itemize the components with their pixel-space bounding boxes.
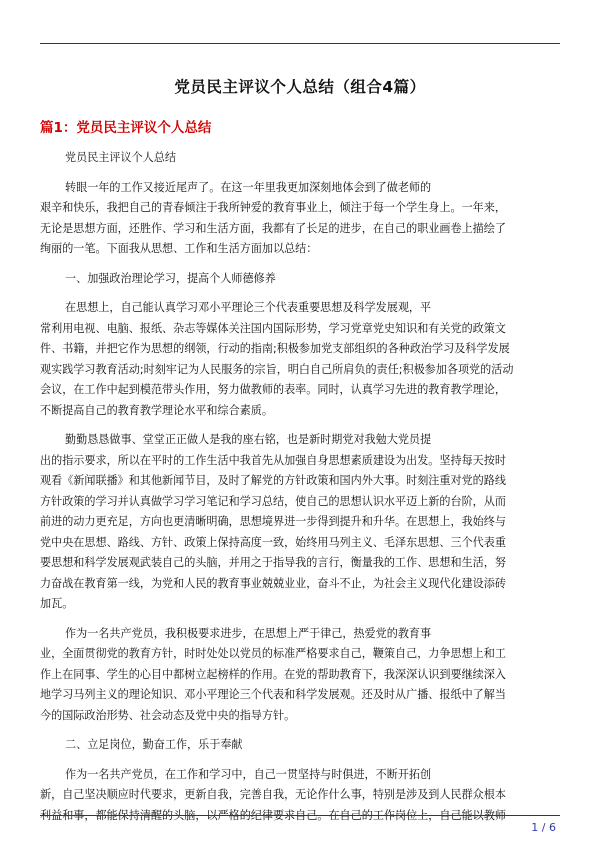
text-line: 常利用电视、电脑、报纸、杂志等媒体关注国内国际形势，学习党章党史知识和有关党的政策文 [40,321,506,335]
document-body [40,148,560,826]
paragraph-work [40,765,560,827]
text-line: 二、立足岗位，勤奋工作，乐于奉献 [65,738,243,751]
text-line: 勤勤恳恳做事、堂堂正正做人是我的座右铭，也是新时期党对我勉大党员提 [65,433,432,446]
text-line: 加瓦。 [40,597,74,610]
paragraph-heading-one [40,269,560,290]
text-line: 件、书籍，并把它作为思想的纲领，行动的指南;积极参加党支部组织的各种政治学习及科学发展 [40,342,510,355]
paragraph-thought [40,298,560,421]
text-line: 要思想和科学发展观武装自己的头脑，并用之于指导我的言行，衡量我的工作、思想和生活，努 [40,556,506,569]
text-line: 无论是思想方面，还胜作、学习和生活方面，我都有了长足的进步，在自己的职业画卷上描绘了 [40,221,506,235]
text-line: 力奋战在教育第一线，为党和人民的教育事业兢兢业业，奋斗不止，为社会主义现代化建设添砖 [40,576,506,590]
text-line: 方针政策的学习并认真做学习学习笔记和学习总结，使自己的思想认识水平迈上新的台阶，从而 [40,494,506,508]
page-indicator: 1 / 6 [531,821,556,834]
text-line: 地学习马列主义的理论知识、邓小平理论三个代表和科学发展观。还及时从广播、报纸中了解当 [40,688,506,701]
text-line: 不断提高自己的教育教学理论水平和综合素质。 [40,403,273,417]
text-line: 业，全面贯彻党的教育方针，时时处处以党员的标准严格要求自己，鞭策自己，力争思想上和工 [40,647,506,660]
text-line: 利益和事，都能保持清醒的头脑，以严格的纪律要求自己。在自己的工作岗位上，自己能以教师 [40,808,506,822]
text-line: 观实践学习教育活动;时刻牢记为人民服务的宗旨，明白自己所肩负的责任;积极参加各项党的活动 [40,362,514,376]
text-line: 前进的动力更充足，方向也更清晰明确，思想境界进一步得到提升和升华。在思想上，我始终与 [40,515,506,528]
text-line: 在思想上，自己能认真学习邓小平理论三个代表重要思想及科学发展观，平 [65,301,432,314]
text-line: 党中央在思想、路线、方针、政策上保持高度一致，始终用马列主义、毛泽东思想、三个代表重 [40,535,506,549]
text-line: 作上在同事、学生的心目中都树立起榜样的作用。在党的帮助教育下，我深深认识到要继续深入 [40,667,506,681]
paragraph-motto [40,430,560,615]
paragraph-heading-two [40,735,560,756]
text-line: 转眼一年的工作又接近尾声了。在这一年里我更加深刻地体会到了做老师的 [65,180,432,194]
section-heading: 篇1：党员民主评议个人总结 [40,120,212,136]
paragraph-member [40,624,560,727]
text-line: 会议，在工作中起到模范带头作用，努力做教师的表率。同时，认真学习先进的教育教学理论， [40,383,506,396]
text-line: 作为一名共产党员，在工作和学习中，自己一贯坚持与时俱进，不断开拓创 [65,767,432,781]
text-line: 观看《新闻联播》和其他新闻节目，及时了解党的方针政策和国内外大事。时刻注重对党的路线 [40,474,506,487]
text-line: 出的指示要求，所以在平时的工作生活中我首先从加强自身思想素质建设为出发。坚持每天按时 [40,453,506,467]
text-line: 作为一名共产党员，我积极要求进步，在思想上严于律己，热爱党的教育事 [65,626,432,640]
text-line: 绚丽的一笔。下面我从思想、工作和生活方面加以总结： [40,242,318,255]
text-line: 艰辛和快乐，我把自己的青春倾注于我所钟爱的教育事业上，倾注于每一个学生身上。一年来， [40,201,506,214]
footer-rule [40,815,560,816]
text-line: 今的国际政治形势、社会动态及党中央的指导方针。 [40,708,296,722]
document-title: 党员民主评议个人总结（组合4篇） [174,78,426,96]
text-line: 党员民主评议个人总结 [65,151,176,164]
text-line: 新，自己坚决顺应时代要求，更新自我，完善自我，无论作什么事，特别是涉及到人民群众根本 [40,788,506,801]
header-rule [40,43,560,44]
text-line: 一、加强政治理论学习，提高个人师德修养 [65,271,276,285]
paragraph-intro [40,178,560,260]
paragraph-subtitle [40,148,560,169]
